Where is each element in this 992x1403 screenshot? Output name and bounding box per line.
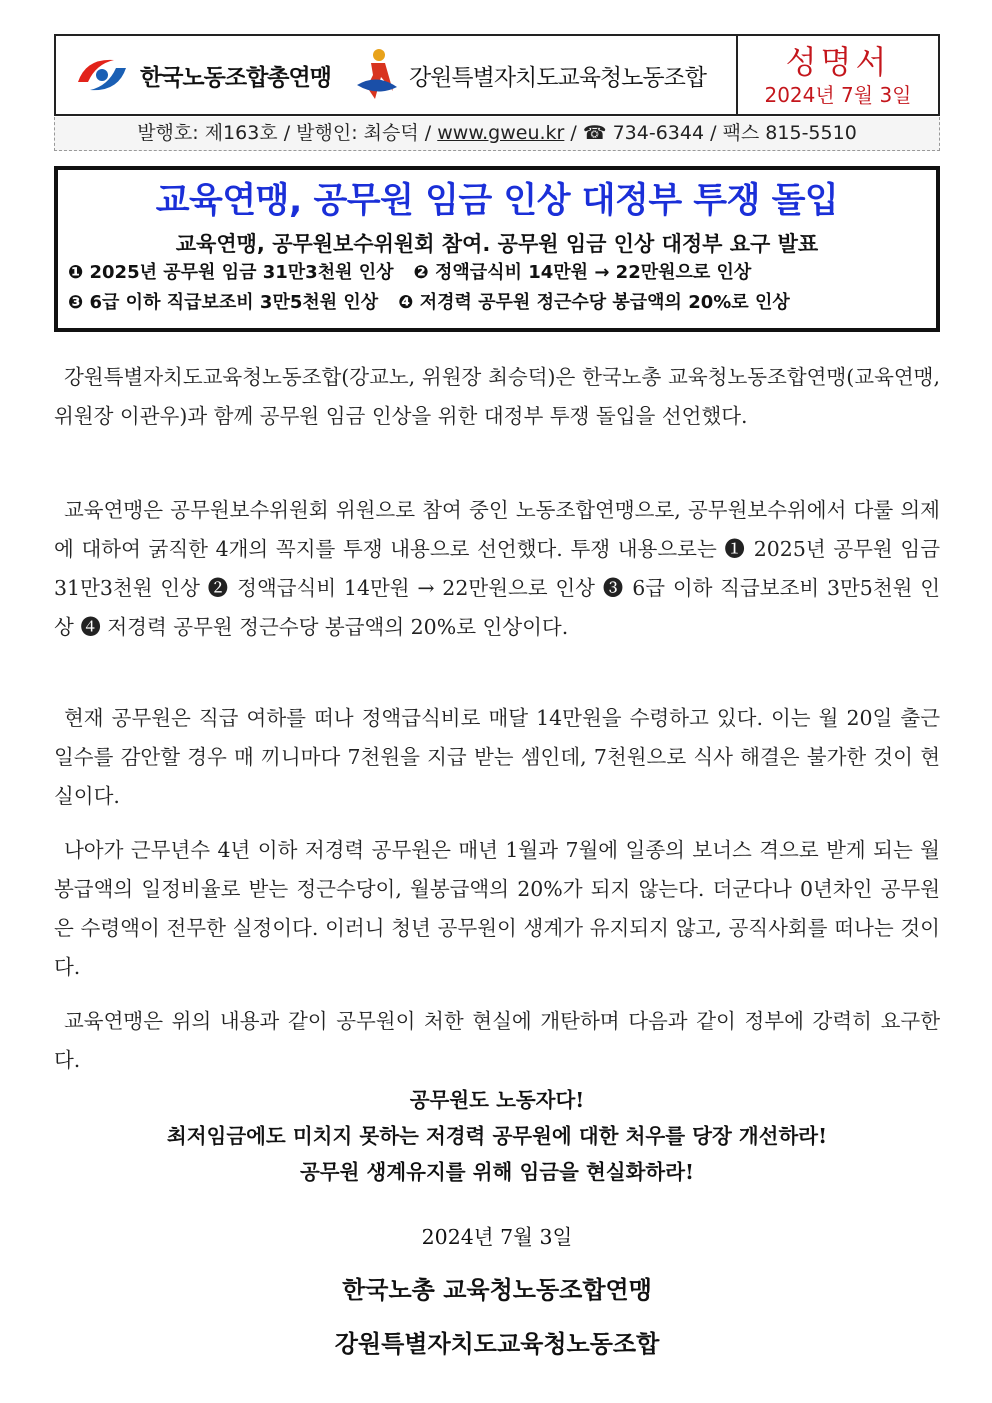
gweu-logo bbox=[353, 47, 706, 103]
demand-item: ❶ 2025년 공무원 임금 31만3천원 인상 bbox=[68, 262, 394, 283]
logo-area bbox=[56, 36, 736, 114]
phone-number: 734-6344 bbox=[612, 122, 705, 144]
publication-info: 발행호: 제163호 / 발행인: 최승덕 / www.gweu.kr / ☎ 734-6344 / 팩스 815-5510 bbox=[54, 117, 940, 151]
closing-date: 2024년 7월 3일 bbox=[421, 1225, 573, 1249]
demand-row-2 bbox=[58, 288, 936, 318]
fax-number: 팩스 815-5510 bbox=[722, 122, 857, 144]
fktu-emblem-icon bbox=[72, 52, 132, 98]
statement-label-box bbox=[736, 36, 938, 114]
slogan: 공무원도 노동자다! bbox=[409, 1088, 585, 1112]
paragraph: 나아가 근무년수 4년 이하 저경력 공무원은 매년 1월과 7월에 일종의 보너스 격으로 받게 되는 월봉급액의 일정비율로 받는 정근수당이, 월봉급액의 20%가 되지 않는다. 더군다나 0년차인 공무원은 수령액이 전무한 실정이다. 이러니 청년 공무원이 생계가 유지되지 않고, 공직사회를 떠나는 것이다. bbox=[54, 838, 940, 979]
website-link[interactable]: www.gweu.kr bbox=[437, 122, 565, 144]
phone-icon: ☎ bbox=[582, 122, 607, 144]
publisher: 발행인: 최승덕 bbox=[296, 122, 419, 144]
paragraph: 강원특별자치도교육청노동조합(강교노, 위원장 최승덕)은 한국노총 교육청노동조합연맹(교육연맹, 위원장 이관우)과 함께 공무원 임금 인상을 위한 대정부 투쟁 돌입을 선언했다. bbox=[54, 365, 940, 428]
slogan: 최저임금에도 미치지 못하는 저경력 공무원에 대한 처우를 당장 개선하라! bbox=[166, 1124, 828, 1148]
demand-row-1 bbox=[58, 258, 936, 288]
gweu-emblem-icon bbox=[353, 47, 401, 103]
demand-item: ❹ 저경력 공무원 정근수당 봉급액의 20%로 인상 bbox=[398, 292, 790, 313]
signer-union: 강원특별자치도교육청노동조합 bbox=[334, 1329, 660, 1358]
signer-federation: 한국노총 교육청노동조합연맹 bbox=[342, 1275, 652, 1304]
demand-item: ❷ 정액급식비 14만원 → 22만원으로 인상 bbox=[413, 262, 752, 283]
document-type: 성명서 bbox=[785, 43, 891, 81]
slogan-block bbox=[54, 1082, 940, 1190]
issue-number: 발행호: 제163호 bbox=[137, 122, 278, 144]
paragraph: 교육연맹은 위의 내용과 같이 공무원이 처한 현실에 개탄하며 다음과 같이 정부에 강력히 요구한다. bbox=[54, 1009, 940, 1072]
gweu-name: 강원특별자치도교육청노동조합 bbox=[408, 64, 707, 91]
paragraph: 현재 공무원은 직급 여하를 떠나 정액급식비로 매달 14만원을 수령하고 있다. 이는 월 20일 출근일수를 감안할 경우 매 끼니마다 7천원을 지급 받는 셈인데, 7천원으로 식사 해결은 불가한 것이 현실이다. bbox=[54, 706, 940, 808]
headline-title: 교육연맹, 공무원 임금 인상 대정부 투쟁 돌입 bbox=[155, 181, 839, 221]
slogan: 공무원 생계유지를 위해 임금을 현실화하라! bbox=[300, 1160, 694, 1184]
letterhead bbox=[54, 34, 940, 116]
headline-box bbox=[54, 166, 940, 332]
headline-subtitle: 교육연맹, 공무원보수위원회 참여. 공무원 임금 인상 대정부 요구 발표 bbox=[175, 232, 819, 256]
demand-item: ❸ 6급 이하 직급보조비 3만5천원 인상 bbox=[68, 292, 379, 313]
fktu-logo bbox=[72, 52, 331, 98]
paragraph: 교육연맹은 공무원보수위원회 위원으로 참여 중인 노동조합연맹으로, 공무원보수위에서 다룰 의제에 대하여 굵직한 4개의 꼭지를 투쟁 내용으로 선언했다. 투쟁 내용으로는 ❶ 2025년 공무원 임금 31만3천원 인상 ❷ 정액급식비 14만원 → 22만원으로 인상 ❸ 6급 이하 직급보조비 3만5천원 인상 ❹ 저경력 공무원 정근수당 봉급액의 20%로 인상이다. bbox=[54, 498, 940, 639]
fktu-name: 한국노동조합총연맹 bbox=[140, 64, 331, 91]
document-date: 2024년 7월 3일 bbox=[764, 83, 912, 107]
